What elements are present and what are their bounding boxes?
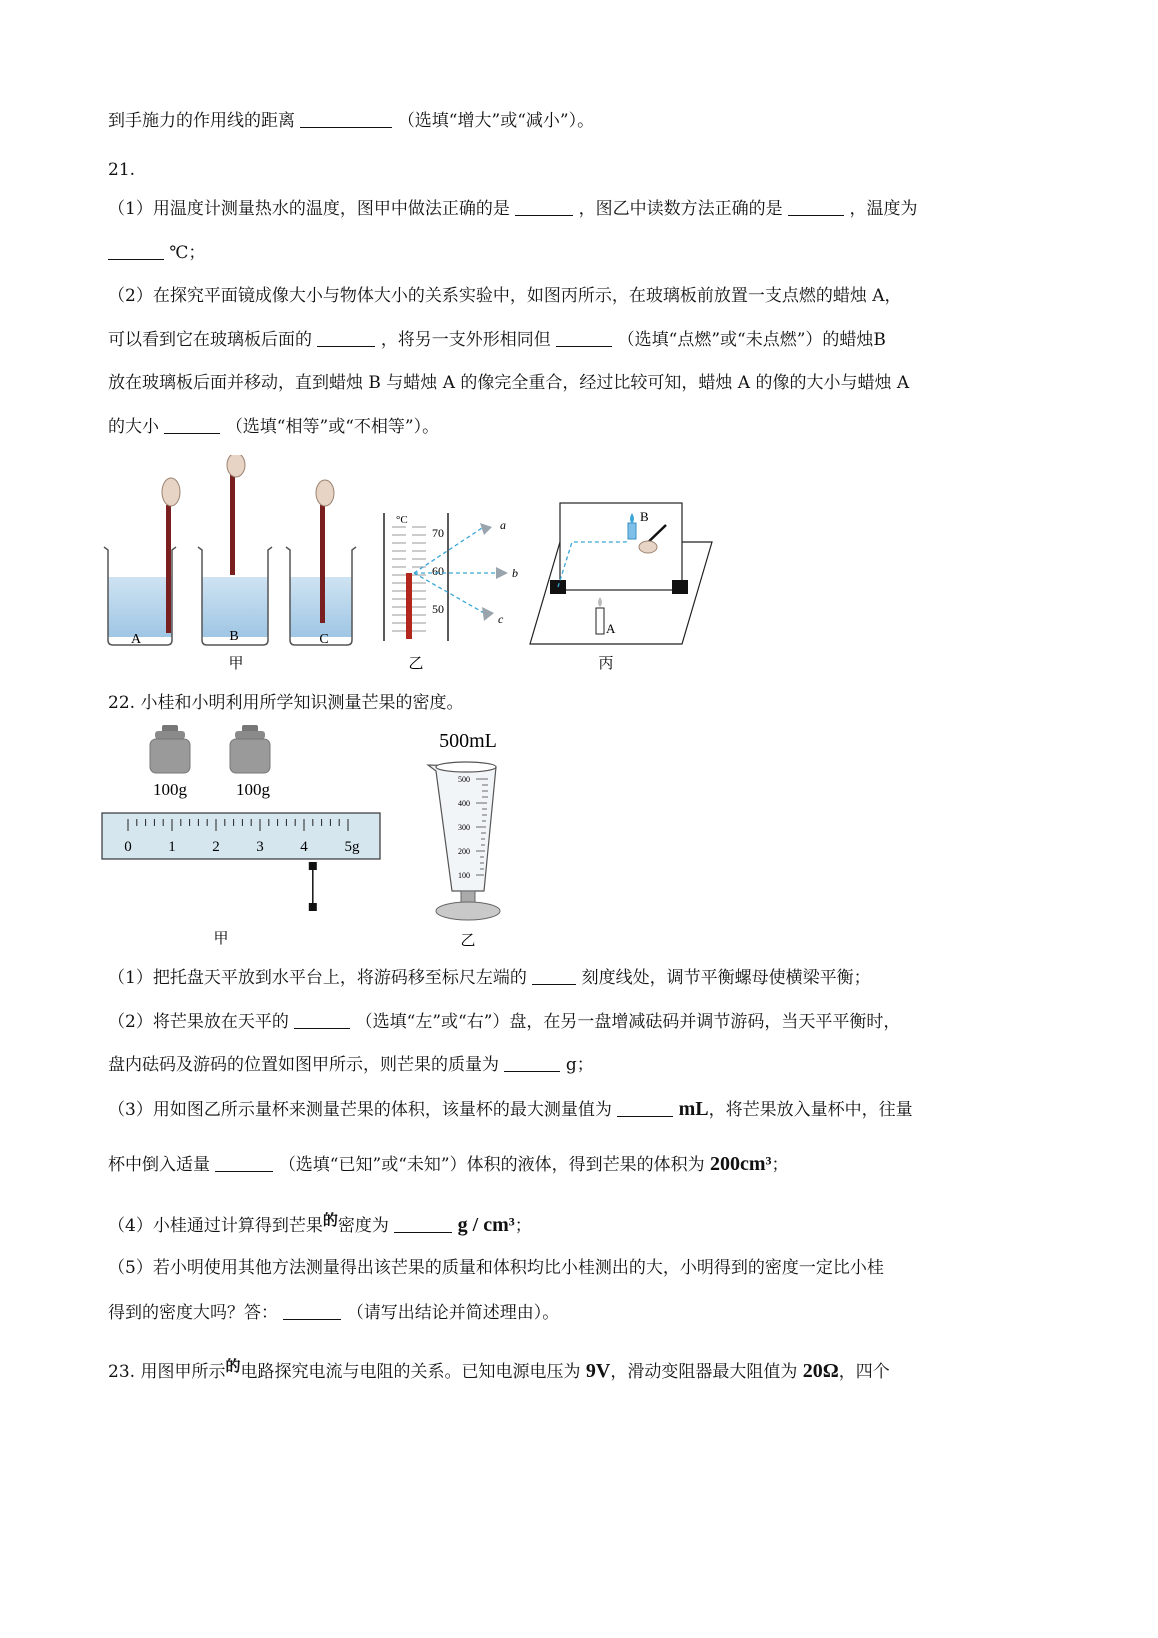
q22-p4 [108, 1208, 532, 1238]
q21-p1-line2 [108, 241, 205, 265]
answer-blank[interactable] [504, 1053, 560, 1072]
scale-label: 2 [212, 839, 220, 855]
text: 电路探究电流与电阻的关系。已知电源电压为 [240, 1362, 581, 1382]
text: 得到的密度大吗？答： [108, 1303, 278, 1323]
text: 刻度线处，调节平衡螺母使横梁平衡； [581, 968, 871, 988]
caption-yi: 乙 [408, 656, 424, 672]
q21-p1-line [108, 197, 917, 221]
hand-icon [162, 478, 180, 506]
q22-figure [100, 725, 520, 950]
text: （选填“增大”或“减小”）。 [397, 111, 595, 131]
q22-heading: 22. 小桂和小明利用所学知识测量芒果的密度。 [108, 693, 464, 713]
q22-p2-line1 [108, 1010, 900, 1034]
text: （选填“左”或“右”）盘，在另一盘增减砝码并调节游码，当天平平衡时， [355, 1012, 901, 1032]
tick-label: 70 [432, 526, 444, 540]
hand-icon [316, 480, 334, 506]
beaker-label: C [319, 632, 329, 647]
eye-icon [482, 607, 494, 621]
q20-tail-line [108, 109, 594, 133]
text: ，将芒果放入量杯中，往量 [708, 1100, 913, 1120]
answer-blank[interactable] [394, 1214, 452, 1233]
thermo-unit: °C [396, 514, 408, 526]
q21-p2-line2 [108, 328, 886, 352]
rider[interactable] [309, 862, 317, 911]
answer-blank[interactable] [515, 197, 573, 216]
candle-a [596, 608, 604, 634]
beaker-label: A [130, 632, 142, 647]
q22-p5-line2 [108, 1301, 559, 1325]
text: 23. 用图甲所示 [108, 1362, 226, 1382]
q22-p3-line1 [108, 1097, 913, 1122]
answer-blank[interactable] [556, 328, 612, 347]
eye-icon [480, 523, 492, 535]
q22-p2-line2 [108, 1053, 594, 1077]
text: （选填“相等”或“不相等”）。 [225, 417, 440, 437]
q21-p2-line4 [108, 415, 439, 439]
q22-p1 [108, 966, 871, 990]
cyl-tick: 300 [458, 823, 470, 832]
answer-blank[interactable] [532, 966, 576, 985]
text: 盘内砝码及游码的位置如图甲所示，则芒果的质量为 [108, 1055, 499, 1075]
text: ℃； [169, 243, 206, 263]
hand-icon [227, 455, 245, 477]
answer-blank[interactable] [108, 241, 164, 260]
flame-icon [598, 597, 602, 607]
cyl-tick: 100 [458, 871, 470, 880]
text: ，滑动变阻器最大阻值为 [610, 1362, 798, 1382]
beam-scale [102, 813, 380, 859]
text: 密度为 [337, 1216, 389, 1236]
text: 的 [322, 1211, 338, 1229]
text: （4）小桂通过计算得到芒果 [108, 1216, 323, 1236]
cyl-tick: 500 [458, 775, 470, 784]
scale-label: 4 [300, 839, 308, 855]
thermometer-scale [384, 513, 518, 641]
text: （2）将芒果放在天平的 [108, 1012, 289, 1032]
eye-icon [496, 567, 508, 579]
text: （选填“已知”或“未知”）体积的液体，得到芒果的体积为 [278, 1155, 705, 1175]
q22-p3-line2 [108, 1152, 789, 1177]
caption-yi: 乙 [460, 933, 476, 949]
beaker-label: B [229, 629, 239, 644]
text: 杯中倒入适量 [108, 1155, 210, 1175]
q21-p2-line3: 放在玻璃板后面并移动，直到蜡烛 B 与蜡烛 A 的像完全重合，经过比较可知，蜡烛 A 的像的大小与蜡烛 A [108, 373, 910, 393]
text: g； [565, 1055, 594, 1075]
thermometer [230, 475, 235, 575]
text: 到手施力的作用线的距离 [108, 111, 295, 131]
answer-blank[interactable] [300, 109, 392, 128]
q21-p2-line1: （2）在探究平面镜成像大小与物体大小的关系实验中，如图丙所示，在玻璃板前放置一支点燃的蜡烛 A， [108, 286, 902, 306]
caption-jia: 甲 [228, 656, 244, 672]
beaker-c [286, 480, 356, 645]
voltage-value: 9V [585, 1360, 611, 1382]
thermometer [166, 505, 171, 633]
text: ，图乙中读数方法正确的是 [578, 199, 783, 219]
text: ； [771, 1155, 789, 1175]
candle-b-label: B [640, 509, 649, 524]
candle-b [628, 523, 636, 539]
eye-label: c [498, 612, 504, 626]
volume-value: 200cm³ [709, 1153, 772, 1175]
scale-label: 0 [124, 839, 132, 855]
caption-jia: 甲 [213, 931, 229, 947]
text: （1）用温度计测量热水的温度，图甲中做法正确的是 [108, 199, 510, 219]
text: （请写出结论并简述理由）。 [346, 1303, 560, 1323]
glass-plate [560, 503, 682, 590]
cylinder-capacity: 500mL [439, 730, 497, 752]
candle-a-label: A [606, 621, 616, 636]
text: 可以看到它在玻璃板后面的 [108, 330, 312, 350]
caption-bing: 丙 [598, 656, 614, 672]
q22-p5-line1: （5）若小明使用其他方法测量得出该芒果的质量和体积均比小桂测出的大，小明得到的密度一定比小桂 [108, 1258, 884, 1278]
text: （选填“点燃”或“未点燃”）的蜡烛B [617, 330, 886, 350]
stand [672, 580, 688, 594]
answer-blank[interactable] [317, 328, 375, 347]
resistance-value: 20Ω [802, 1360, 839, 1382]
text: ，将另一支外形相同但 [380, 330, 551, 350]
cyl-tick: 400 [458, 799, 470, 808]
cyl-tick: 200 [458, 847, 470, 856]
answer-blank[interactable] [164, 415, 220, 434]
beaker-b [198, 455, 272, 645]
text: ，温度为 [849, 199, 918, 219]
q21-number: 21. [108, 160, 136, 180]
text: （3）用如图乙所示量杯来测量芒果的体积，该量杯的最大测量值为 [108, 1100, 612, 1120]
answer-blank[interactable] [294, 1010, 350, 1029]
weight-label: 100g [153, 780, 187, 799]
text: （1）把托盘天平放到水平台上，将游码移至标尺左端的 [108, 968, 527, 988]
unit-ml: mL [678, 1098, 709, 1120]
weight-label: 100g [236, 780, 270, 799]
scale-label: 1 [168, 839, 176, 855]
weight-2 [230, 725, 270, 773]
answer-blank[interactable] [215, 1153, 273, 1172]
scale-label: 5g [344, 839, 360, 855]
eye-label: b [512, 566, 518, 580]
text: ，四个 [838, 1362, 890, 1382]
measuring-cylinder [428, 762, 500, 920]
tick-label: 50 [432, 602, 444, 616]
tick-label: 60 [432, 564, 444, 578]
thermometer [320, 505, 325, 623]
mercury-column [406, 573, 412, 639]
q23-line [108, 1354, 890, 1384]
answer-blank[interactable] [788, 197, 844, 216]
scale-label: 3 [256, 839, 264, 855]
answer-blank[interactable] [617, 1098, 673, 1117]
text: ； [514, 1216, 532, 1236]
eye-label: a [500, 518, 506, 532]
density-unit: g / cm³ [457, 1214, 515, 1236]
weight-1 [150, 725, 190, 773]
mirror-setup [530, 503, 712, 644]
text: 的 [225, 1357, 241, 1375]
answer-blank[interactable] [283, 1301, 341, 1320]
beaker-a [104, 478, 180, 645]
q21-figure [100, 455, 740, 690]
text: 的大小 [108, 417, 159, 437]
hand-icon [639, 541, 657, 553]
